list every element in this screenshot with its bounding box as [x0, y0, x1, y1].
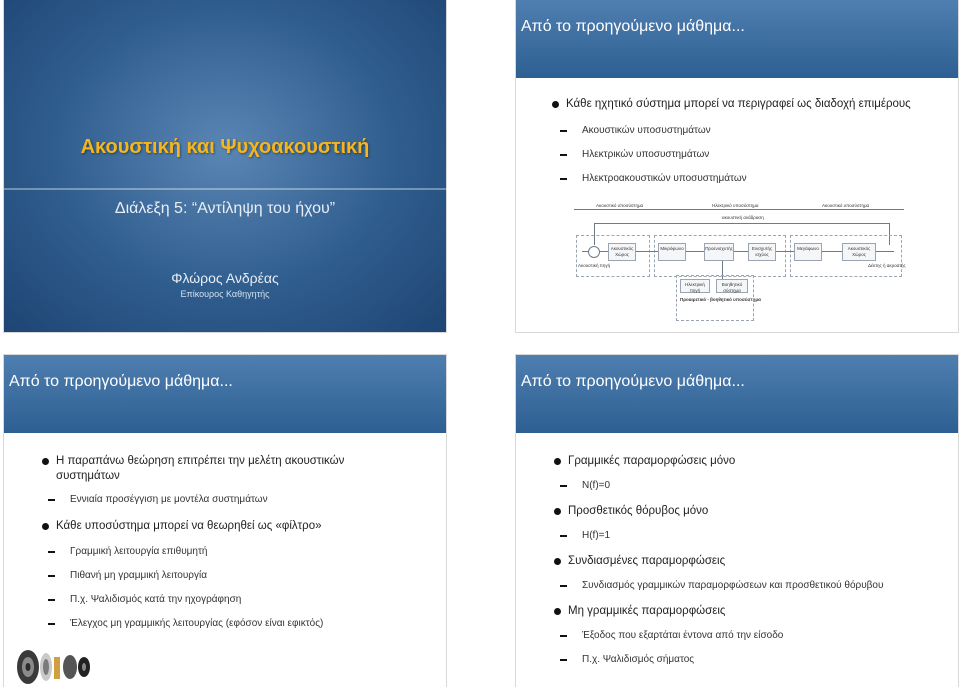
- slide-title: Από το προηγούμενο μάθημα...: [521, 18, 745, 35]
- diagram-lower-box: Ηλεκτρική πηγή: [680, 279, 710, 293]
- author-role: Επίκουρος Καθηγητής: [180, 289, 270, 299]
- receiver-label: Δέκτης ή ακροατής: [868, 263, 906, 268]
- sub-item: [582, 629, 783, 642]
- author-name: Φλώρος Ανδρέας: [171, 270, 279, 286]
- diagram-lower-box: Βοηθητικό σύστημα: [716, 279, 748, 293]
- sub-item: [582, 148, 709, 161]
- bullet-text: Η παραπάνω θεώρηση επιτρέπει την μελέτη ακουστικών: [56, 455, 345, 467]
- dash-icon: [48, 623, 55, 625]
- bullet-text: Γραμμικές παραμορφώσεις μόνο: [568, 455, 736, 467]
- bullet-text: Κάθε υποσύστημα μπορεί να θεωρηθεί ως «φίλτρο»: [56, 520, 322, 532]
- dash-icon: [560, 130, 567, 132]
- slide-title: Από το προηγούμενο μάθημα...: [521, 373, 745, 390]
- mixer-node-icon: [588, 246, 600, 258]
- dash-icon: [48, 575, 55, 577]
- sub-item: [582, 529, 610, 542]
- distortion-types-slide: [516, 355, 958, 687]
- bullet-dot-icon: [42, 458, 49, 465]
- sub-text: N(f)=0: [582, 480, 611, 491]
- diagram-label-acoustic-2: Ακουστικό υποσύστημα: [822, 203, 870, 208]
- diagram-label-acoustic: Ακουστικό υποσύστημα: [596, 203, 644, 208]
- sub-text: Γραμμική λειτουργία επιθυμητή: [70, 546, 208, 557]
- diagram-box: Ακουστικός Χώρος: [842, 243, 876, 261]
- dash-icon: [560, 585, 567, 587]
- diagram-box: Ακουστικός Χώρος: [608, 243, 636, 261]
- sub-text: Π.χ. Ψαλιδισμός σήματος: [582, 654, 695, 665]
- slide-header: [516, 355, 958, 433]
- optional-caption: Προαιρετικό - βοηθητικό υποσύστημα: [680, 297, 761, 302]
- title-slide: [4, 0, 446, 332]
- bullet-item: [568, 554, 725, 569]
- sub-text: Συνδιασμός γραμμικών παραμορφώσεων και προσθετικού θόρυβου: [582, 580, 884, 591]
- source-label: Ακουστική πηγή: [578, 263, 611, 268]
- speaker-illustration-icon: [14, 643, 92, 687]
- system-model-slide: [4, 355, 446, 687]
- diagram-box: Μεγάφωνο: [794, 243, 822, 261]
- sub-text: Εννιαία προσέγγιση με μοντέλα συστημάτων: [70, 494, 268, 505]
- system-diagram: [572, 201, 906, 331]
- bullet-continuation: [56, 469, 436, 484]
- title-divider: [4, 188, 446, 190]
- sub-item: [582, 124, 711, 137]
- bullet-item: [56, 519, 436, 534]
- sub-text: Ηλεκτροακουστικών υποσυστημάτων: [582, 173, 747, 184]
- bullet-item: [56, 454, 436, 469]
- bullet-item: [568, 604, 725, 619]
- sub-item: [70, 617, 323, 630]
- bullet-text: συστημάτων: [56, 470, 120, 482]
- sub-text: Π.χ. Ψαλιδισμός κατά την ηχογράφηση: [70, 594, 242, 605]
- bullet-item: [568, 504, 708, 519]
- sub-text: Έξοδος που εξαρτάται έντονα από την είσοδο: [582, 630, 784, 641]
- sub-item: [70, 569, 207, 582]
- sub-text: Ακουστικών υποσυστημάτων: [582, 125, 711, 136]
- bullet-dot-icon: [554, 558, 561, 565]
- sub-item: [70, 545, 208, 558]
- sub-text: Πιθανή μη γραμμική λειτουργία: [70, 570, 207, 581]
- sub-item: [582, 172, 747, 185]
- bullet-dot-icon: [554, 508, 561, 515]
- diagram-ruler: [574, 209, 904, 210]
- sub-item: [582, 479, 610, 492]
- subsystems-slide: [516, 0, 958, 332]
- slide-header: [4, 355, 446, 433]
- dash-icon: [560, 535, 567, 537]
- sub-text: Έλεγχος μη γραμμικής λειτουργίας (εφόσον είναι εφικτός): [70, 618, 324, 629]
- sub-text: Ηλεκτρικών υποσυστημάτων: [582, 149, 710, 160]
- slide-header: [516, 0, 958, 78]
- bullet-text: Συνδιασμένες παραμορφώσεις: [568, 555, 726, 567]
- sub-item: [70, 593, 241, 606]
- bullet-item: [568, 454, 735, 469]
- feedback-line: [594, 223, 890, 224]
- optional-group: [676, 275, 754, 321]
- diagram-label-electric: Ηλεκτρικό υποσύστημα: [712, 203, 759, 208]
- bullet-dot-icon: [554, 608, 561, 615]
- sub-item: [582, 579, 883, 592]
- diagram-box: Προενισχυτής: [704, 243, 734, 261]
- bullet-text: Μη γραμμικές παραμορφώσεις: [568, 605, 726, 617]
- bullet-dot-icon: [554, 458, 561, 465]
- dash-icon: [560, 154, 567, 156]
- dash-icon: [560, 659, 567, 661]
- sub-item: [582, 653, 694, 666]
- sub-item: [70, 493, 268, 506]
- course-title: Ακουστική και Ψυχοακουστική: [80, 136, 370, 158]
- bullet-text: Κάθε ηχητικό σύστημα μπορεί να περιγραφεί ως διαδοχή επιμέρους: [566, 98, 911, 110]
- sub-text: H(f)=1: [582, 530, 611, 541]
- dash-icon: [48, 499, 55, 501]
- diagram-box: Ενισχυτής ισχύος: [748, 243, 776, 261]
- diagram-box: Μικρόφωνο: [658, 243, 686, 261]
- bullet-item: [566, 97, 946, 112]
- feedback-label: ακουστική ανάδραση: [722, 215, 764, 220]
- dash-icon: [48, 599, 55, 601]
- bullet-dot-icon: [42, 523, 49, 530]
- dash-icon: [48, 551, 55, 553]
- dash-icon: [560, 635, 567, 637]
- dash-icon: [560, 485, 567, 487]
- lecture-title: Διάλεξη 5: “Αντίληψη του ήχου”: [114, 200, 336, 217]
- bullet-dot-icon: [552, 101, 559, 108]
- slide-title: Από το προηγούμενο μάθημα...: [9, 373, 233, 390]
- bullet-text: Προσθετικός θόρυβος μόνο: [568, 505, 709, 517]
- dash-icon: [560, 178, 567, 180]
